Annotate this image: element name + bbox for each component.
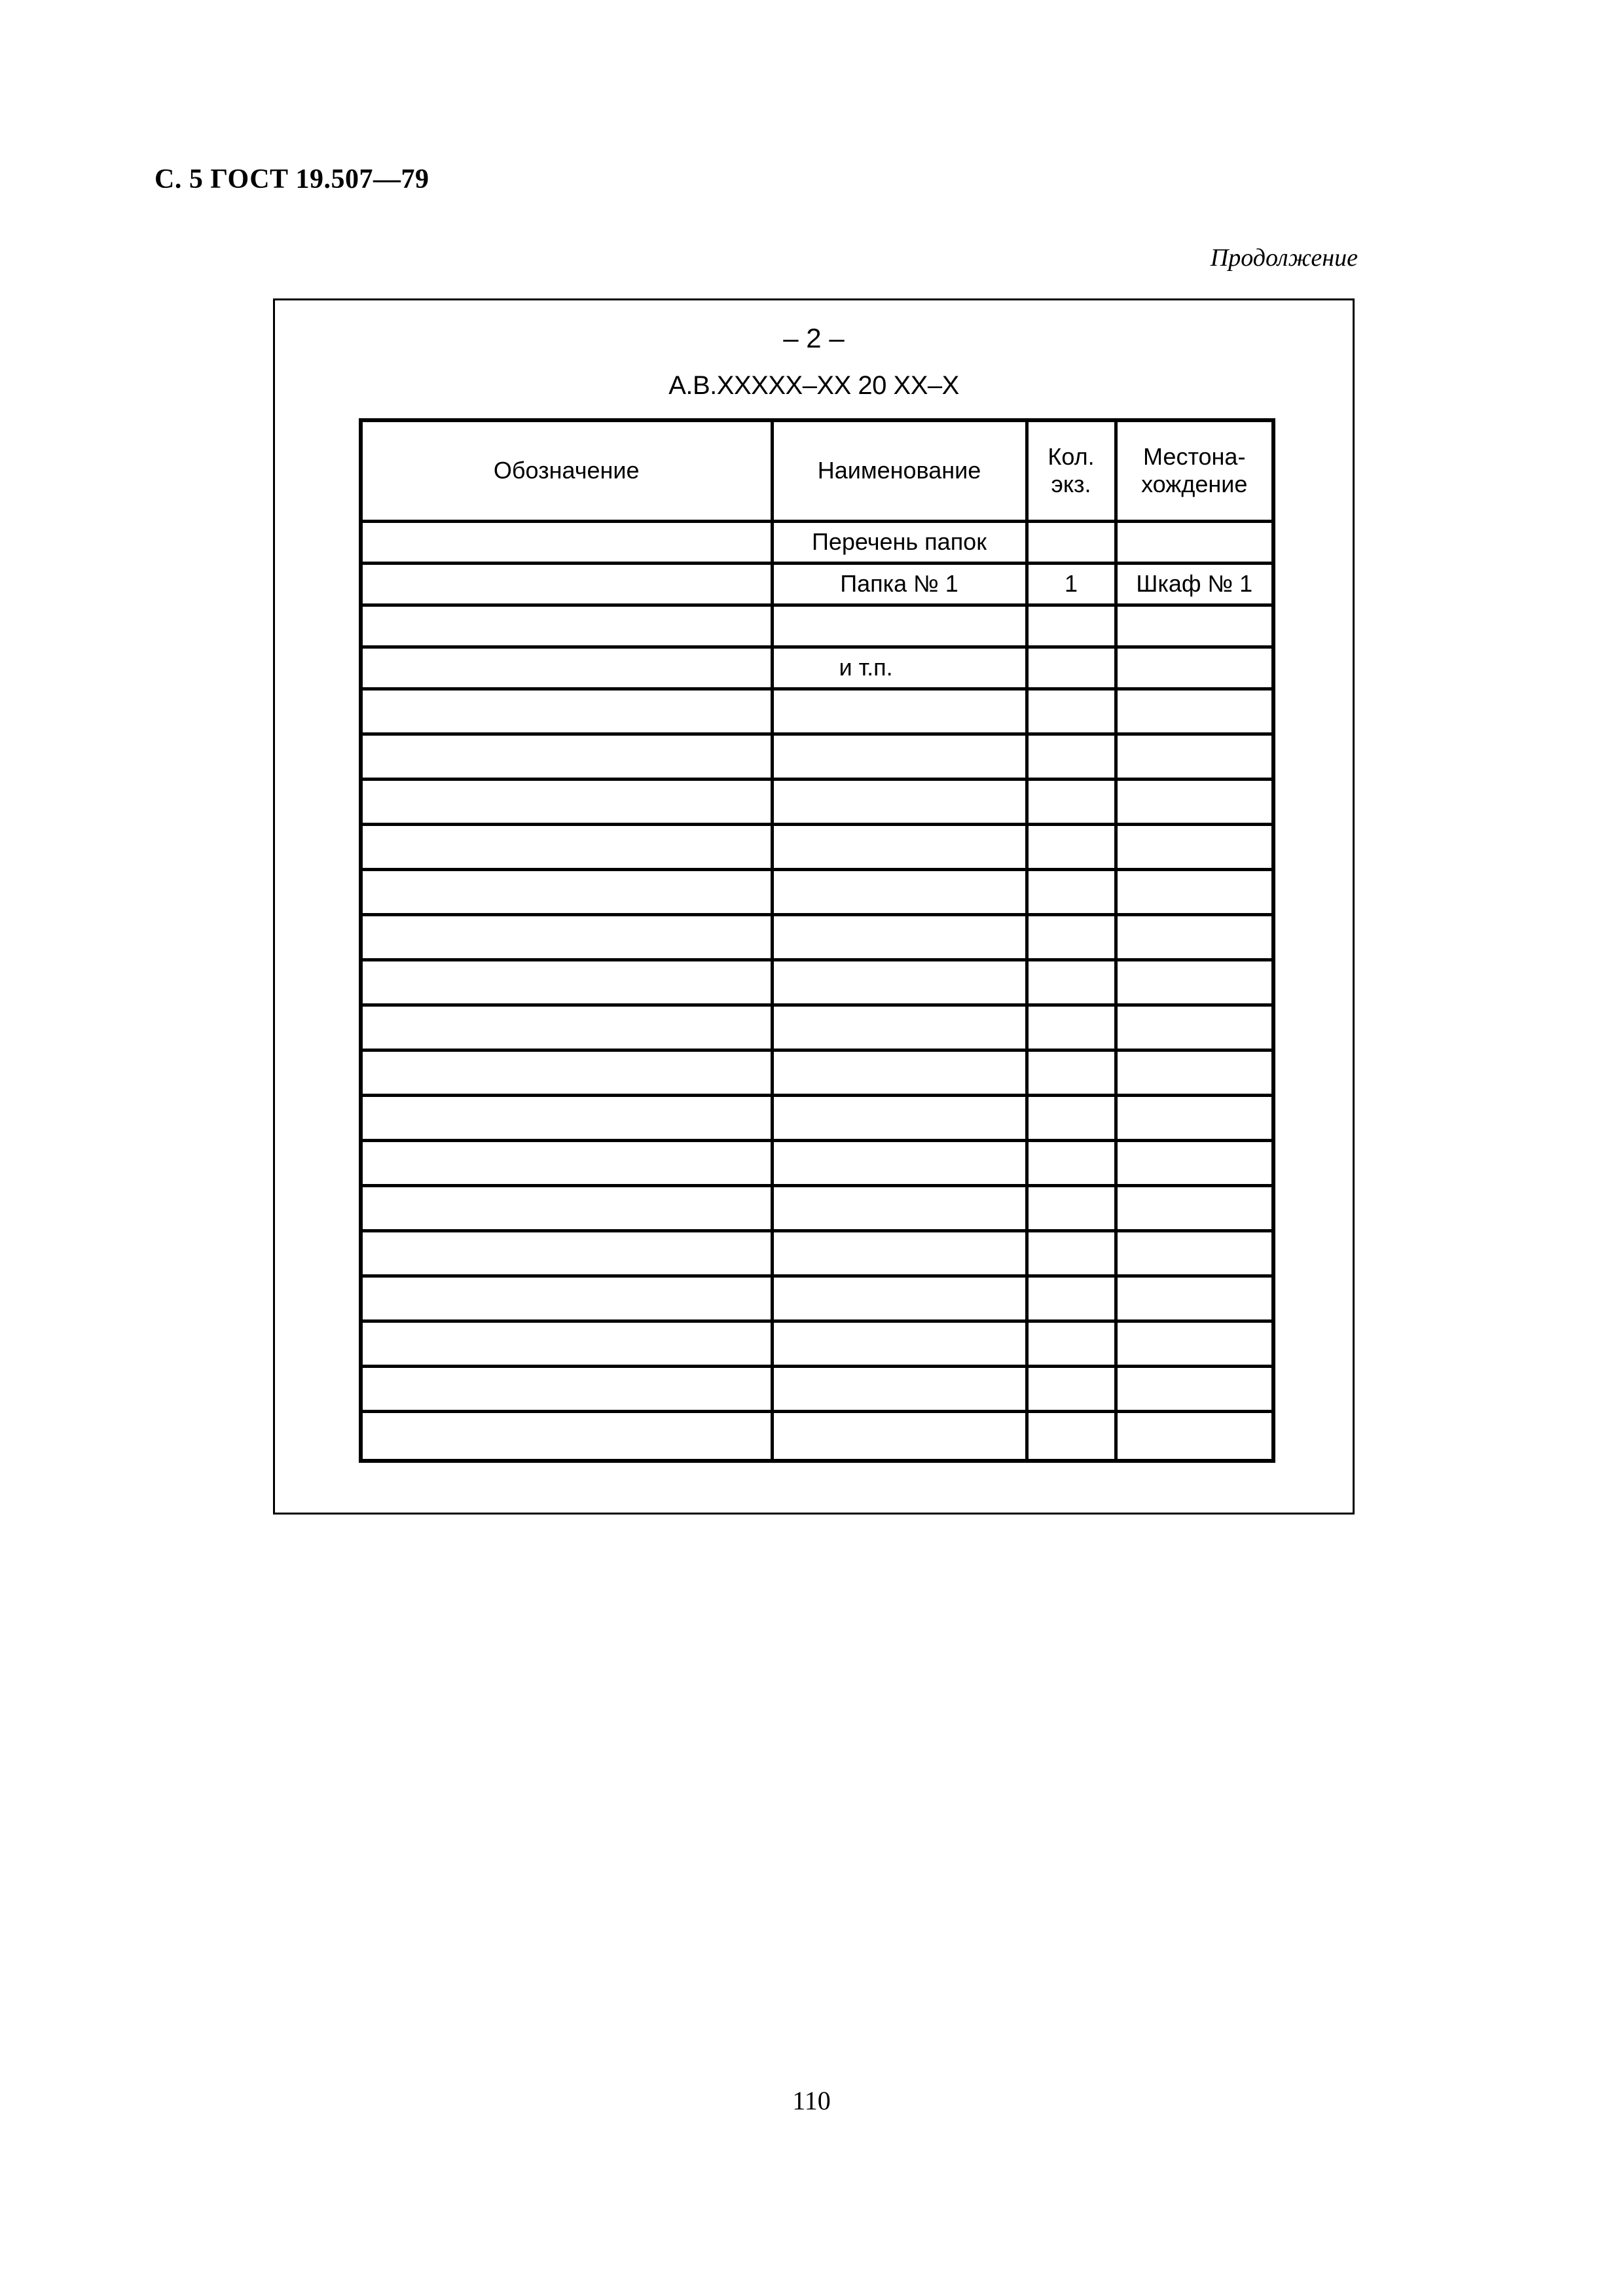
- cell-name: [772, 824, 1027, 869]
- specification-table: [359, 418, 1275, 1463]
- page-number: 110: [792, 2086, 831, 2115]
- cell-designation: [361, 563, 772, 605]
- cell-quantity: [1027, 689, 1116, 734]
- cell-designation: [361, 1005, 772, 1050]
- column-header-location-line1: Местона-: [1143, 443, 1246, 471]
- column-header-name: Наименование: [772, 420, 1027, 521]
- cell-quantity: [1027, 1140, 1116, 1185]
- empty-table-row: [361, 1140, 1273, 1185]
- table-row: [361, 647, 1273, 689]
- cell-location: [1116, 1185, 1273, 1230]
- cell-designation: [361, 824, 772, 869]
- cell-quantity: [1027, 960, 1116, 1005]
- cell-name: [772, 1321, 1027, 1366]
- cell-designation: [361, 869, 772, 914]
- cell-designation: [361, 1276, 772, 1321]
- cell-name: [772, 1050, 1027, 1095]
- cell-location: [1116, 869, 1273, 914]
- empty-table-row: [361, 824, 1273, 869]
- cell-location: [1116, 1140, 1273, 1185]
- cell-location: [1116, 779, 1273, 824]
- empty-table-row: [361, 1321, 1273, 1366]
- cell-location: [1116, 1230, 1273, 1276]
- cell-name: Папка № 1: [772, 563, 1027, 605]
- cell-quantity: [1027, 734, 1116, 779]
- empty-table-row: [361, 1411, 1273, 1461]
- blank-rows: [361, 689, 1273, 1461]
- table-row: [361, 521, 1273, 563]
- cell-location: [1116, 1276, 1273, 1321]
- cell-designation: [361, 734, 772, 779]
- empty-table-row: [361, 869, 1273, 914]
- cell-quantity: [1027, 1050, 1116, 1095]
- document-code: А.В.ХХХХХ–ХХ 20 ХХ–Х: [668, 371, 959, 400]
- cell-name: [772, 1230, 1027, 1276]
- column-header-location-line2: хождение: [1141, 471, 1248, 498]
- cell-designation: [361, 1230, 772, 1276]
- empty-table-row: [361, 1366, 1273, 1411]
- cell-location: [1116, 824, 1273, 869]
- cell-quantity: [1027, 1005, 1116, 1050]
- empty-table-row: [361, 779, 1273, 824]
- cell-location: [1116, 734, 1273, 779]
- cell-name: [772, 960, 1027, 1005]
- cell-designation: [361, 779, 772, 824]
- cell-designation: [361, 1321, 772, 1366]
- empty-table-row: [361, 689, 1273, 734]
- cell-location: Шкаф № 1: [1116, 563, 1273, 605]
- cell-designation: [361, 647, 772, 689]
- cell-designation: [361, 1140, 772, 1185]
- empty-table-row: [361, 1230, 1273, 1276]
- cell-quantity: [1027, 605, 1116, 647]
- cell-name: [772, 605, 1027, 647]
- cell-designation: [361, 521, 772, 563]
- cell-designation: [361, 1366, 772, 1411]
- cell-quantity: [1027, 1411, 1116, 1461]
- cell-quantity: [1027, 1230, 1116, 1276]
- cell-name: [772, 1411, 1027, 1461]
- cell-designation: [361, 605, 772, 647]
- cell-name: [772, 1095, 1027, 1140]
- cell-name: [772, 1005, 1027, 1050]
- table-row: [361, 605, 1273, 647]
- cell-name: [772, 779, 1027, 824]
- cell-quantity: [1027, 914, 1116, 960]
- column-header-quantity-line1: Кол.: [1048, 443, 1095, 471]
- cell-designation: [361, 1185, 772, 1230]
- standard-reference: С. 5 ГОСТ 19.507—79: [155, 164, 429, 194]
- cell-name: [772, 1366, 1027, 1411]
- cell-location: [1116, 647, 1273, 689]
- cell-location: [1116, 605, 1273, 647]
- column-header-designation: Обозначение: [361, 420, 772, 521]
- form-frame: [273, 298, 1355, 1515]
- empty-table-row: [361, 960, 1273, 1005]
- continuation-label: Продолжение: [1210, 244, 1358, 272]
- cell-name: [772, 689, 1027, 734]
- cell-quantity: [1027, 1366, 1116, 1411]
- cell-location: [1116, 521, 1273, 563]
- cell-name: [772, 869, 1027, 914]
- cell-quantity: [1027, 1185, 1116, 1230]
- sheet-number: – 2 –: [783, 323, 845, 353]
- empty-table-row: [361, 1005, 1273, 1050]
- empty-table-row: [361, 1185, 1273, 1230]
- cell-quantity: [1027, 869, 1116, 914]
- cell-designation: [361, 914, 772, 960]
- empty-table-row: [361, 1050, 1273, 1095]
- column-header-quantity: [1027, 420, 1116, 521]
- empty-table-row: [361, 1095, 1273, 1140]
- cell-location: [1116, 1050, 1273, 1095]
- cell-quantity: 1: [1027, 563, 1116, 605]
- cell-quantity: [1027, 647, 1116, 689]
- cell-quantity: [1027, 521, 1116, 563]
- cell-designation: [361, 1050, 772, 1095]
- cell-name: [772, 1185, 1027, 1230]
- cell-name: [772, 734, 1027, 779]
- cell-location: [1116, 1411, 1273, 1461]
- cell-name: [772, 914, 1027, 960]
- cell-designation: [361, 960, 772, 1005]
- column-header-quantity-line2: экз.: [1051, 471, 1091, 498]
- cell-location: [1116, 1005, 1273, 1050]
- cell-quantity: [1027, 1321, 1116, 1366]
- empty-table-row: [361, 914, 1273, 960]
- cell-name: Перечень папок: [772, 521, 1027, 563]
- cell-name: и т.п.: [772, 647, 1027, 689]
- cell-designation: [361, 689, 772, 734]
- table-header-row: [361, 420, 1273, 521]
- cell-location: [1116, 914, 1273, 960]
- cell-location: [1116, 689, 1273, 734]
- cell-quantity: [1027, 1095, 1116, 1140]
- cell-quantity: [1027, 824, 1116, 869]
- cell-location: [1116, 1095, 1273, 1140]
- cell-designation: [361, 1411, 772, 1461]
- cell-name: [772, 1276, 1027, 1321]
- empty-table-row: [361, 1276, 1273, 1321]
- cell-name: [772, 1140, 1027, 1185]
- cell-location: [1116, 1321, 1273, 1366]
- table-row: [361, 563, 1273, 605]
- cell-quantity: [1027, 1276, 1116, 1321]
- cell-location: [1116, 960, 1273, 1005]
- cell-quantity: [1027, 779, 1116, 824]
- empty-table-row: [361, 734, 1273, 779]
- cell-designation: [361, 1095, 772, 1140]
- cell-location: [1116, 1366, 1273, 1411]
- column-header-location: [1116, 420, 1273, 521]
